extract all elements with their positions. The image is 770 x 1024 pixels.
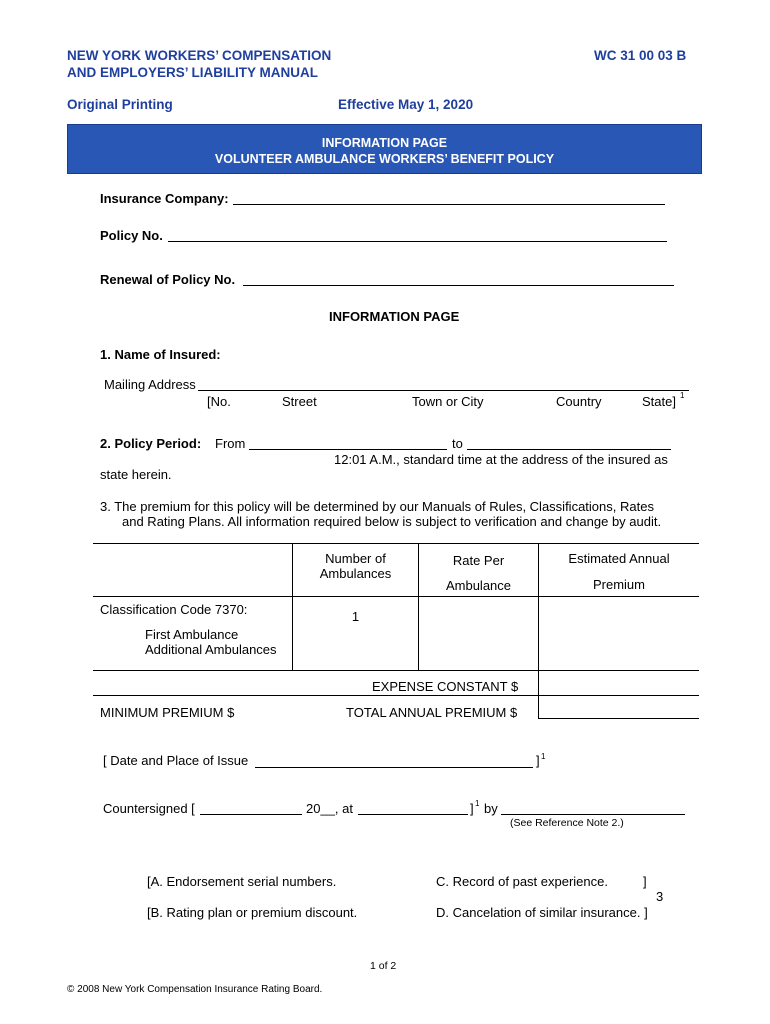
banner-line2: VOLUNTEER AMBULANCE WORKERS’ BENEFIT POLICY (214, 152, 555, 166)
countersigned-date-field[interactable] (200, 814, 302, 815)
manual-title-line2: AND EMPLOYERS’ LIABILITY MANUAL (67, 65, 319, 80)
manual-title-line1: NEW YORK WORKERS’ COMPENSATION (67, 48, 332, 63)
countersigned-year: 20__, at (306, 801, 353, 816)
header-rate-line1: Rate Per (452, 553, 505, 568)
expense-constant: EXPENSE CONSTANT $ (372, 679, 519, 694)
date-place-label: [ Date and Place of Issue (103, 753, 249, 768)
insurance-company-field[interactable] (233, 204, 665, 205)
additional-ambulances: Additional Ambulances (145, 642, 277, 657)
premium-text-line1: 3. The premium for this policy will be determined by our Manuals of Rules, Classifications, Rates (100, 499, 654, 514)
policy-period-from-field[interactable] (249, 449, 447, 450)
table-header-border (93, 596, 699, 597)
table-expense-border (93, 695, 699, 696)
renewal-label: Renewal of Policy No. (100, 272, 236, 287)
policy-period-to-field[interactable] (467, 449, 671, 450)
header-number-line1: Number of (325, 551, 386, 566)
information-page-heading: INFORMATION PAGE (329, 309, 460, 324)
address-street-label: Street (282, 394, 317, 409)
note-d: D. Cancelation of similar insurance. ] (436, 905, 648, 920)
first-ambulance: First Ambulance (145, 627, 239, 642)
policy-period-from: From (215, 436, 246, 451)
effective-date: Effective May 1, 2020 (338, 97, 474, 112)
table-total-border (538, 718, 699, 719)
address-country-label: Country (556, 394, 602, 409)
note-b: [B. Rating plan or premium discount. (147, 905, 358, 920)
note-c: C. Record of past experience. (436, 874, 608, 889)
countersigned-by: by (484, 801, 498, 816)
mailing-address-field[interactable] (198, 390, 689, 391)
reference-note: (See Reference Note 2.) (510, 817, 624, 829)
minimum-premium: MINIMUM PREMIUM $ (100, 705, 235, 720)
address-footnote: 1 (680, 391, 685, 400)
header-premium-line2: Premium (592, 577, 645, 592)
premium-text-line2: and Rating Plans. All information required below is subject to verification and change by audit. (122, 514, 662, 529)
policy-no-label: Policy No. (100, 228, 163, 243)
header-rate-line2: Ambulance (445, 578, 512, 593)
page-number: 1 of 2 (370, 960, 397, 972)
countersigned-label: Countersigned [ (103, 801, 195, 816)
note-c-bracket: ] (643, 874, 647, 889)
address-state-label: State] (642, 394, 676, 409)
address-no-label: [No. (207, 394, 231, 409)
classification-code: Classification Code 7370: (100, 602, 248, 617)
header-premium-line1: Estimated Annual (568, 551, 670, 566)
countersigned-close: ] (470, 801, 474, 816)
countersigned-signature-field[interactable] (501, 814, 685, 815)
total-annual-premium: TOTAL ANNUAL PREMIUM $ (346, 705, 518, 720)
countersigned-sup: 1 (475, 799, 480, 808)
note-footnote-3: 3 (656, 889, 664, 904)
policy-period-label: 2. Policy Period: (100, 436, 202, 451)
header-number-line2: Ambulances (319, 566, 392, 581)
ambulance-count: 1 (351, 609, 360, 624)
table-col-divider-3 (538, 543, 539, 718)
date-place-field[interactable] (255, 767, 533, 768)
table-top-border (93, 543, 699, 544)
mailing-address-label: Mailing Address (104, 377, 196, 392)
date-place-sup: 1 (541, 752, 546, 761)
name-of-insured-label: 1. Name of Insured: (100, 347, 221, 362)
policy-period-to: to (452, 436, 463, 451)
countersigned-place-field[interactable] (358, 814, 468, 815)
policy-no-field[interactable] (168, 241, 667, 242)
policy-period-time: 12:01 A.M., standard time at the address of the insured as (334, 452, 668, 467)
original-printing: Original Printing (67, 97, 173, 112)
form-number: WC 31 00 03 B (594, 48, 687, 63)
copyright: © 2008 New York Compensation Insurance Rating Board. (67, 984, 323, 995)
date-place-close: ] (536, 753, 540, 768)
address-town-label: Town or City (412, 394, 484, 409)
insurance-company-label: Insurance Company: (100, 191, 229, 206)
note-a: [A. Endorsement serial numbers. (147, 874, 337, 889)
renewal-field[interactable] (243, 285, 674, 286)
banner-line1: INFORMATION PAGE (321, 136, 448, 150)
table-body-border (93, 670, 699, 671)
title-banner (67, 124, 702, 174)
state-herein: state herein. (100, 467, 172, 482)
